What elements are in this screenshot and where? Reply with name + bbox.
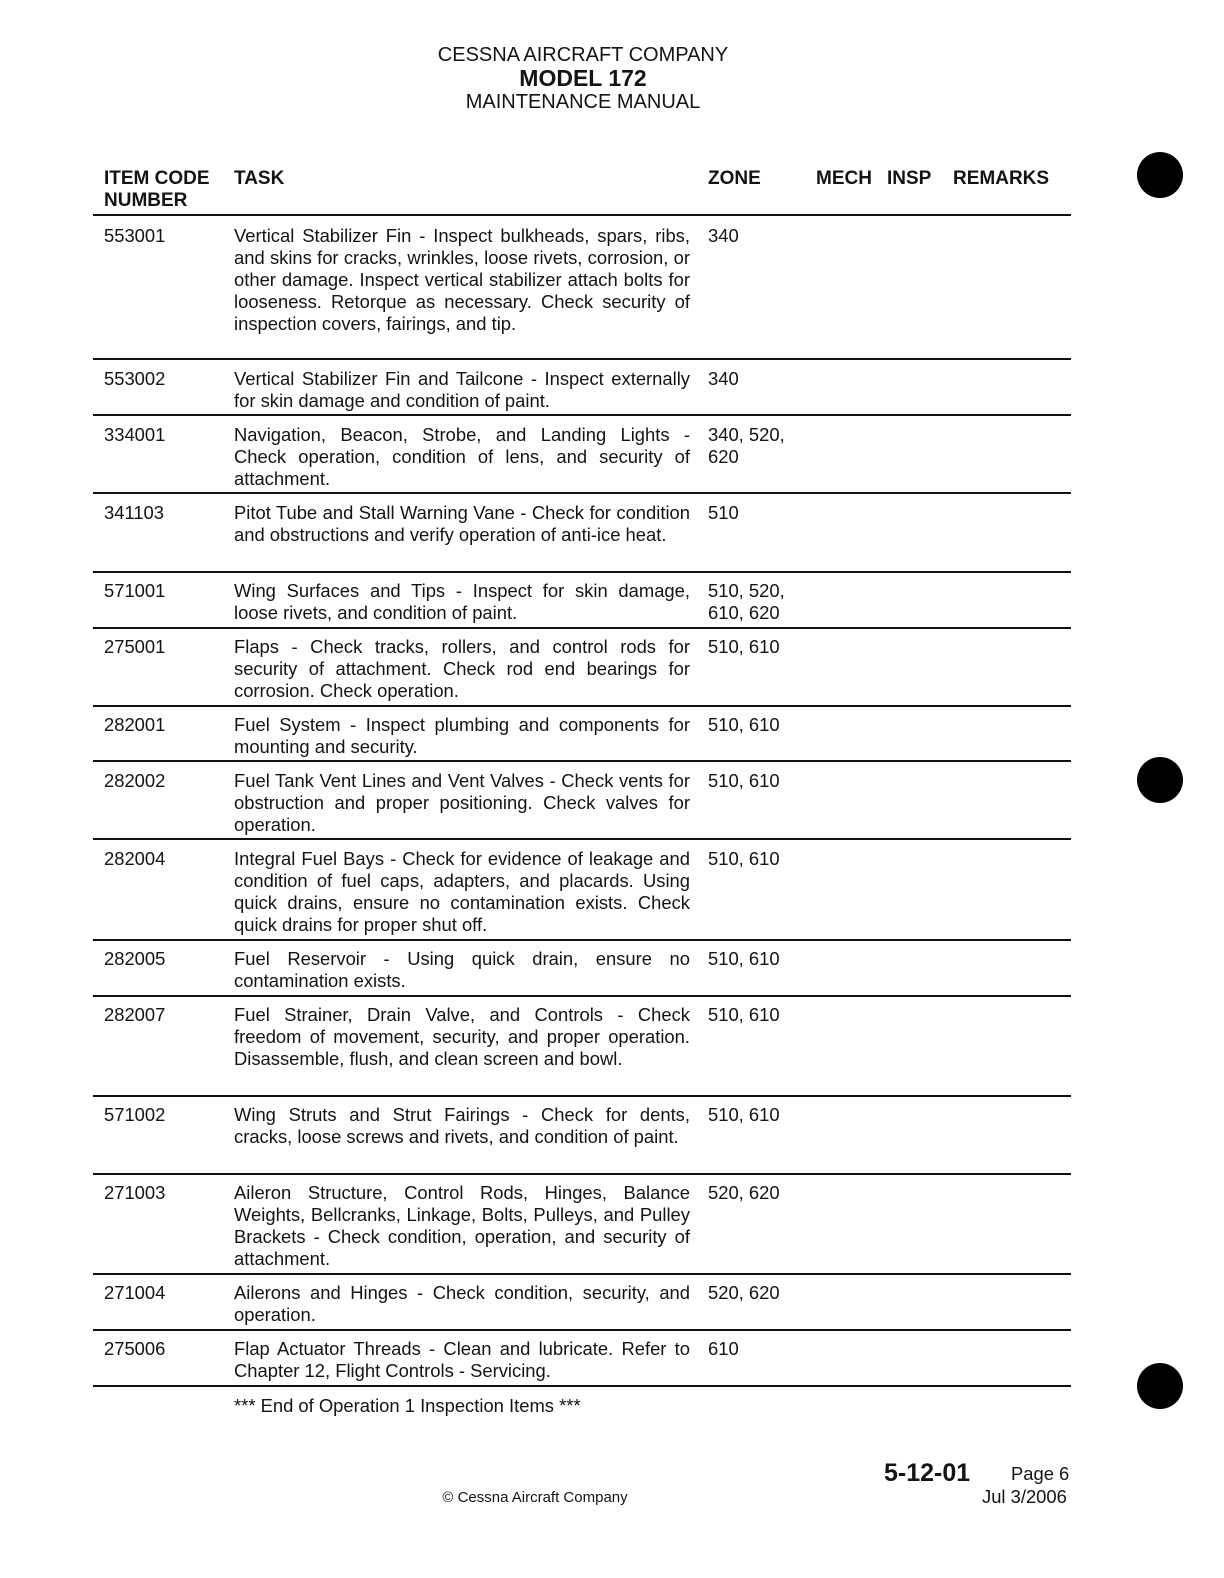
row-divider <box>93 571 1071 573</box>
header-rule <box>93 214 1071 216</box>
item-code: 282001 <box>104 714 166 735</box>
item-code: 334001 <box>104 424 166 445</box>
zone-text: 510, 610 <box>708 770 780 791</box>
item-code: 275006 <box>104 1338 166 1359</box>
zone-text: 520, 620 <box>708 1182 780 1203</box>
col-header-item-code <box>104 168 210 212</box>
row-divider <box>93 705 1071 707</box>
zone-text: 510, 610 <box>708 636 780 657</box>
binder-hole-icon <box>1137 757 1183 803</box>
zone-text: 510 <box>708 502 739 523</box>
row-divider <box>93 627 1071 629</box>
task-text: Fuel Reservoir - Using quick drain, ensure no contamination exists. <box>234 948 690 991</box>
task-text: Fuel Strainer, Drain Valve, and Controls - Check freedom of movement, security, and proper operation. Disassemble, flush, and clean screen and bowl. <box>234 1004 690 1069</box>
task-text: Fuel System - Inspect plumbing and components for mounting and security. <box>234 714 690 757</box>
model-title: MODEL 172 <box>519 65 647 91</box>
col-header-item-code-line1: ITEM CODE <box>104 168 210 189</box>
task-text: Aileron Structure, Control Rods, Hinges, Balance Weights, Bellcranks, Linkage, Bolts, Pulleys, and Pulley Brackets - Check condition, operation, and security of attachment. <box>234 1182 690 1269</box>
zone-text: 340 <box>708 368 739 389</box>
revision-date: Jul 3/2006 <box>982 1486 1067 1507</box>
col-header-task: TASK <box>234 168 285 189</box>
task-text: Fuel Tank Vent Lines and Vent Valves - Check vents for obstruction and proper positioning. Check valves for operation. <box>234 770 690 835</box>
manual-title: MAINTENANCE MANUAL <box>465 91 701 113</box>
binder-hole-icon <box>1137 152 1183 198</box>
row-divider <box>93 995 1071 997</box>
item-code: 571002 <box>104 1104 166 1125</box>
copyright-notice: © Cessna Aircraft Company <box>442 1489 628 1506</box>
row-divider <box>93 358 1071 360</box>
col-header-remarks: REMARKS <box>953 168 1050 189</box>
binder-hole-icon <box>1137 1363 1183 1409</box>
row-divider <box>93 838 1071 840</box>
end-of-operation-note: *** End of Operation 1 Inspection Items *** <box>234 1395 581 1416</box>
item-code: 282007 <box>104 1004 166 1025</box>
col-header-mech: MECH <box>816 168 872 189</box>
task-text: Ailerons and Hinges - Check condition, security, and operation. <box>234 1282 690 1325</box>
zone-text: 510, 610 <box>708 1004 780 1025</box>
zone-text: 510, 610 <box>708 714 780 735</box>
item-code: 271003 <box>104 1182 166 1203</box>
item-code: 553002 <box>104 368 166 389</box>
zone-text: 340 <box>708 225 739 246</box>
col-header-insp: INSP <box>887 168 932 189</box>
task-text: Vertical Stabilizer Fin - Inspect bulkheads, spars, ribs, and skins for cracks, wrinkles, loose rivets, corrosion, or other damage. Inspect vertical stabilizer attach bolts for looseness. Retorque as necessary. Check security of inspection covers, fairings, and tip. <box>234 225 690 334</box>
row-divider <box>93 492 1071 494</box>
zone-text: 510, 520, 610, 620 <box>708 580 785 623</box>
task-text: Integral Fuel Bays - Check for evidence of leakage and condition of fuel caps, adapters, and placards. Using quick drains, ensure no contamination exists. Check quick drains for proper shut off. <box>234 848 690 935</box>
item-code: 341103 <box>104 502 165 523</box>
zone-text: 520, 620 <box>708 1282 780 1303</box>
page-number: Page 6 <box>1011 1463 1070 1484</box>
item-code: 271004 <box>104 1282 166 1303</box>
row-divider <box>93 1173 1071 1175</box>
document-header <box>0 44 1166 113</box>
row-divider <box>93 1273 1071 1275</box>
row-divider <box>93 414 1071 416</box>
col-header-item-code-line2: NUMBER <box>104 190 188 211</box>
task-text: Flap Actuator Threads - Clean and lubricate. Refer to Chapter 12, Flight Controls - Servicing. <box>234 1338 690 1381</box>
zone-text: 510, 610 <box>708 1104 780 1125</box>
task-text: Pitot Tube and Stall Warning Vane - Check for condition and obstructions and verify operation of anti-ice heat. <box>234 502 690 545</box>
item-code: 275001 <box>104 636 166 657</box>
task-text: Vertical Stabilizer Fin and Tailcone - Inspect externally for skin damage and condition of paint. <box>234 368 690 411</box>
task-text: Wing Struts and Strut Fairings - Check for dents, cracks, loose screws and rivets, and condition of paint. <box>234 1104 690 1147</box>
item-code: 282002 <box>104 770 166 791</box>
document-number: 5-12-01 <box>884 1459 971 1487</box>
task-text: Wing Surfaces and Tips - Inspect for skin damage, loose rivets, and condition of paint. <box>234 580 690 623</box>
row-divider <box>93 1329 1071 1331</box>
col-header-zone: ZONE <box>708 168 761 189</box>
task-text: Flaps - Check tracks, rollers, and control rods for security of attachment. Check rod end bearings for corrosion. Check operation. <box>234 636 690 701</box>
zone-text: 510, 610 <box>708 948 780 969</box>
row-divider <box>93 1095 1071 1097</box>
item-code: 282005 <box>104 948 166 969</box>
company-name: CESSNA AIRCRAFT COMPANY <box>437 44 729 66</box>
item-code: 553001 <box>104 225 166 246</box>
zone-text: 340, 520, 620 <box>708 424 785 467</box>
row-divider <box>93 760 1071 762</box>
zone-text: 610 <box>708 1338 739 1359</box>
row-divider <box>93 1385 1071 1387</box>
zone-text: 510, 610 <box>708 848 780 869</box>
item-code: 282004 <box>104 848 166 869</box>
row-divider <box>93 939 1071 941</box>
item-code: 571001 <box>104 580 166 601</box>
task-text: Navigation, Beacon, Strobe, and Landing Lights - Check operation, condition of lens, and security of attachment. <box>234 424 690 489</box>
